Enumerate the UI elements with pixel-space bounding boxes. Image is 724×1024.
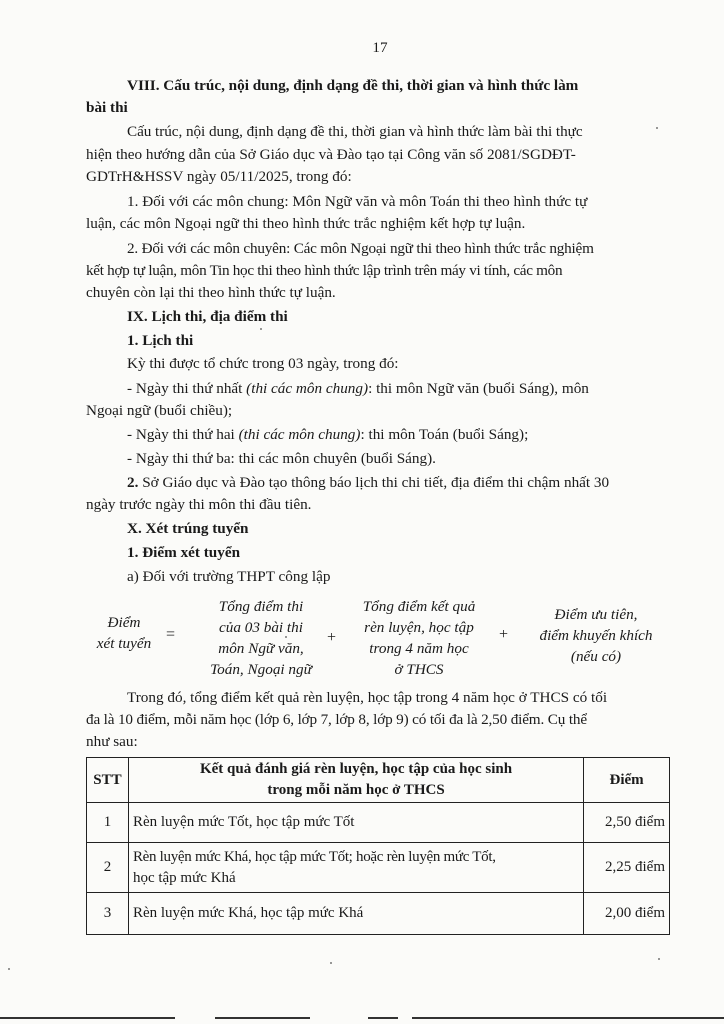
row-result-line1: Rèn luyện mức Khá, học tập mức Tốt; hoặc rèn luyện mức Tốt,: [132, 848, 496, 865]
table-row: [87, 843, 670, 893]
row-result: Rèn luyện mức Tốt, học tập mức Tốt: [128, 803, 583, 843]
scan-speck: [656, 127, 658, 129]
section-viii-intro-line3: GDTrH&HSSV ngày 05/11/2025, trong đó:: [86, 168, 352, 185]
scan-edge-line: [0, 1017, 175, 1019]
section-ix-heading: IX. Lịch thi, địa điểm thi: [127, 308, 288, 325]
formula-equals-sign: =: [166, 626, 176, 643]
row-score: 2,00 điểm: [584, 893, 670, 935]
day2-line: [127, 424, 528, 447]
formula-term3-line3: (nếu có): [570, 648, 622, 665]
row-score: 2,50 điểm: [584, 803, 670, 843]
formula-term-exam-total: [196, 596, 326, 680]
day1-rest: : thi môn Ngữ văn (buổi Sáng), môn: [368, 380, 589, 397]
section-viii-intro-line1: Cấu trúc, nội dung, định dạng đề thi, thời gian và hình thức làm bài thi thực: [127, 123, 583, 140]
formula-lhs-line1: Điểm: [107, 614, 141, 631]
row-stt: 3: [87, 893, 129, 935]
row-result: [128, 843, 583, 893]
day1-line1: [127, 378, 589, 401]
scan-speck: [330, 962, 332, 964]
scan-edge-line: [368, 1017, 398, 1019]
day2-prefix: - Ngày thi thứ hai: [127, 426, 239, 443]
explain-line2: đa là 10 điểm, mỗi năm học (lớp 6, lớp 7, lớp 8, lớp 9) có tối đa là 2,50 điểm. Cụ thể: [86, 711, 587, 728]
section-ix-sub1: 1. Lịch thi: [127, 332, 194, 349]
table-row: [87, 803, 670, 843]
scan-speck: [285, 636, 287, 638]
section-ix-item2-line2: ngày trước ngày thi môn thi đầu tiên.: [86, 496, 312, 513]
table-row: [87, 893, 670, 935]
page-number: 17: [372, 39, 388, 56]
section-viii-heading-line1: VIII. Cấu trúc, nội dung, định dạng đề thi, thời gian và hình thức làm: [127, 77, 579, 94]
formula-term2-line2: rèn luyện, học tập: [364, 619, 474, 636]
scan-edge-line: [215, 1017, 310, 1019]
explain-line3: như sau:: [86, 733, 138, 750]
row-result-line2: học tập mức Khá: [132, 869, 236, 886]
scan-edge-line: [412, 1017, 724, 1019]
section-viii-item2-line1: 2. Đối với các môn chuyên: Các môn Ngoại ngữ thi theo hình thức trắc nghiệm: [127, 240, 594, 257]
formula-term2-line4: ở THCS: [394, 661, 444, 678]
day1-italic: (thi các môn chung): [246, 380, 369, 397]
section-ix-item2-line1: [127, 472, 609, 495]
row-stt: 1: [87, 803, 129, 843]
section-viii-item2-line3: chuyên còn lại thi theo hình thức tự luận.: [86, 284, 336, 301]
formula-term-priority: [521, 604, 671, 667]
section-viii-intro-line2: hiện theo hướng dẫn của Sở Giáo dục và Đào tạo tại Công văn số 2081/SGDĐT-: [86, 146, 576, 163]
explain-line1: Trong đó, tổng điểm kết quả rèn luyện, học tập trong 4 năm học ở THCS có tối: [127, 689, 608, 706]
section-x-sub-a: a) Đối với trường THPT công lập: [127, 568, 331, 585]
scan-speck: [260, 328, 262, 330]
table-header-row: [87, 758, 670, 803]
formula-term1-line3: môn Ngữ văn,: [218, 640, 304, 657]
formula-term1-line4: Toán, Ngoại ngữ: [210, 661, 312, 678]
section-x-sub1: 1. Điểm xét tuyển: [127, 544, 241, 561]
day2-italic: (thi các môn chung): [238, 426, 361, 443]
row-stt: 2: [87, 843, 129, 893]
formula-term2-line3: trong 4 năm học: [369, 640, 469, 657]
formula-term3-line2: điểm khuyến khích: [539, 627, 653, 644]
section-ix-item2-text: Sở Giáo dục và Đào tạo thông báo lịch thi chi tiết, địa điểm thi chậm nhất 30: [138, 474, 610, 491]
row-result: Rèn luyện mức Khá, học tập mức Khá: [128, 893, 583, 935]
header-result: [128, 758, 583, 803]
day1-line2: Ngoại ngữ (buổi chiều);: [86, 402, 233, 419]
header-result-line2: trong mỗi năm học ở THCS: [267, 782, 445, 798]
day2-rest: : thi môn Toán (buổi Sáng);: [360, 426, 529, 443]
section-viii-item2-line2: kết hợp tự luận, môn Tin học thi theo hình thức lập trình trên máy vi tính, các môn: [86, 262, 563, 279]
day1-prefix: - Ngày thi thứ nhất: [127, 380, 247, 397]
formula-term3-line1: Điểm ưu tiên,: [554, 606, 638, 623]
section-ix-intro: Kỳ thi được tổ chức trong 03 ngày, trong đó:: [127, 355, 399, 372]
section-viii-item1-line1: 1. Đối với các môn chung: Môn Ngữ văn và môn Toán thi theo hình thức tự: [127, 193, 588, 210]
formula-term-conduct-study: [344, 596, 494, 680]
scan-speck: [658, 958, 660, 960]
conduct-study-score-table: [86, 757, 670, 935]
header-stt: STT: [87, 758, 129, 803]
formula-plus-sign-2: +: [499, 626, 509, 643]
day3-line: - Ngày thi thứ ba: thi các môn chuyên (buổi Sáng).: [127, 450, 436, 467]
section-ix-item2-number: 2.: [127, 474, 139, 491]
formula-lhs: [84, 612, 164, 654]
section-viii-heading-line2: bài thi: [86, 99, 128, 116]
formula-plus-sign-1: +: [327, 629, 337, 646]
formula-lhs-line2: xét tuyển: [96, 635, 152, 652]
row-score: 2,25 điểm: [584, 843, 670, 893]
formula-term2-line1: Tổng điểm kết quả: [362, 598, 476, 615]
formula-term1-line2: của 03 bài thi: [219, 619, 303, 636]
header-result-line1: Kết quả đánh giá rèn luyện, học tập của học sinh: [199, 761, 513, 777]
scan-speck: [8, 968, 10, 970]
header-score: Điểm: [584, 758, 670, 803]
formula-term1-line1: Tổng điểm thi: [218, 598, 304, 615]
section-x-heading: X. Xét trúng tuyển: [127, 520, 249, 537]
section-viii-item1-line2: luận, các môn Ngoại ngữ thi theo hình thức trắc nghiệm kết hợp tự luận.: [86, 215, 526, 232]
